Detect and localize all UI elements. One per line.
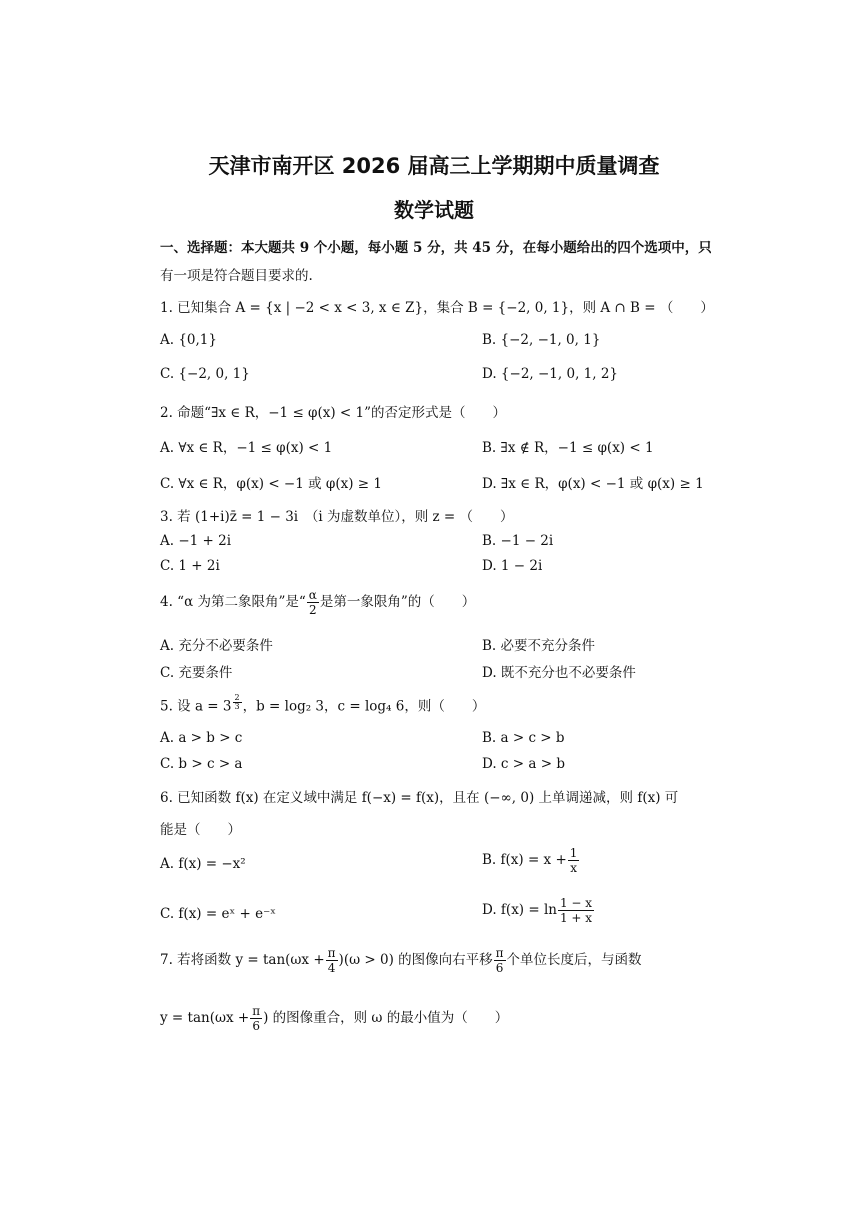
q2-option-b: B. ∃x ∉ R，−1 ≤ φ(x) < 1 xyxy=(482,440,654,456)
q4-stem-pre: 4. “α 为第二象限角”是“ xyxy=(160,594,306,610)
q6-d-den: 1 + x xyxy=(559,911,593,925)
q5-exp-num: 2 xyxy=(234,693,240,702)
q5-stem xyxy=(160,694,485,715)
q5-option-c: C. b > c > a xyxy=(160,756,243,772)
q2-option-c: C. ∀x ∈ R，φ(x) < −1 或 φ(x) ≥ 1 xyxy=(160,476,382,492)
q7-line2-post: ) 的图像重合，则 ω 的最小值为（ ） xyxy=(263,1010,509,1026)
q1-option-a: A. {0,1} xyxy=(160,332,217,348)
q4-fraction xyxy=(307,588,319,617)
q6-option-d-fraction xyxy=(558,896,594,925)
q1-option-d: D. {−2, −1, 0, 1, 2} xyxy=(482,366,619,382)
q1-stem: 1. 已知集合 A = {x | −2 < x < 3, x ∈ Z}，集合 B = {−2, 0, 1}，则 A ∩ B = （ ） xyxy=(160,300,714,316)
q2-stem: 2. 命题“∃x ∈ R，−1 ≤ φ(x) < 1”的否定形式是（ ） xyxy=(160,405,507,421)
q5-option-b: B. a > c > b xyxy=(482,730,565,746)
q7-stem-line2 xyxy=(160,1004,508,1033)
q3-stem: 3. 若 (1+i)z̄ = 1 − 3i （i 为虚数单位），则 z = （ ） xyxy=(160,509,514,525)
q7-num1: π xyxy=(327,946,336,960)
q7-den3: 6 xyxy=(252,1019,260,1033)
q7-line1-mid: )(ω > 0) 的图像向右平移 xyxy=(338,952,493,968)
q4-stem-post: 是第一象限角”的（ ） xyxy=(319,594,476,610)
q4-frac-num: α xyxy=(308,588,317,602)
q3-option-d: D. 1 − 2i xyxy=(482,558,543,574)
q1-option-c: C. {−2, 0, 1} xyxy=(160,366,250,382)
q6-option-a: A. f(x) = −x² xyxy=(160,856,246,872)
section-instructions-line1: 一、选择题：本大题共 9 个小题，每小题 5 分，共 45 分，在每小题给出的四个选项中，只 xyxy=(160,240,712,256)
q4-frac-den: 2 xyxy=(309,603,317,617)
q4-option-a: A. 充分不必要条件 xyxy=(160,638,273,654)
section-instructions-line2: 有一项是符合题目要求的. xyxy=(160,268,313,284)
q5-option-a: A. a > b > c xyxy=(160,730,243,746)
exam-subtitle: 数学试题 xyxy=(394,198,474,222)
q3-option-c: C. 1 + 2i xyxy=(160,558,220,574)
q4-option-c: C. 充要条件 xyxy=(160,665,233,681)
q7-num2: π xyxy=(495,946,504,960)
q5-exponent xyxy=(232,693,243,711)
q6-option-b-pre: B. f(x) = x + xyxy=(482,852,567,868)
q6-b-den: x xyxy=(570,861,577,875)
q6-option-d-pre: D. f(x) = ln xyxy=(482,902,557,918)
q6-option-b xyxy=(482,846,580,875)
q5-stem-post: ，b = log₂ 3，c = log₄ 6，则（ ） xyxy=(242,698,486,715)
q7-stem-line1 xyxy=(160,946,642,975)
q5-exp-den: 3 xyxy=(234,702,240,711)
q6-stem-line1: 6. 已知函数 f(x) 在定义域中满足 f(−x) = f(x)，且在 (−∞, 0) 上单调递减，则 f(x) 可 xyxy=(160,790,679,806)
q2-option-d: D. ∃x ∈ R，φ(x) < −1 或 φ(x) ≥ 1 xyxy=(482,476,704,492)
q7-line2-pre: y = tan(ωx + xyxy=(160,1010,250,1026)
q6-b-num: 1 xyxy=(569,846,578,860)
exam-title: 天津市南开区 2026 届高三上学期期中质量调查 xyxy=(208,154,660,178)
q6-option-d xyxy=(482,896,595,925)
q7-line1-pre: 7. 若将函数 y = tan(ωx + xyxy=(160,952,325,968)
q7-num3: π xyxy=(252,1004,261,1018)
q6-option-b-fraction xyxy=(568,846,580,875)
q6-d-num: 1 − x xyxy=(559,896,593,910)
q7-line1-post: 个单位长度后，与函数 xyxy=(506,952,642,968)
q4-option-d: D. 既不充分也不必要条件 xyxy=(482,665,636,681)
q4-option-b: B. 必要不充分条件 xyxy=(482,638,596,654)
q7-fraction-pi-6 xyxy=(494,946,506,975)
q3-option-b: B. −1 − 2i xyxy=(482,533,554,549)
q7-fraction-pi-4 xyxy=(326,946,338,975)
q3-option-a: A. −1 + 2i xyxy=(160,533,232,549)
q5-option-d: D. c > a > b xyxy=(482,756,565,772)
q2-option-a: A. ∀x ∈ R，−1 ≤ φ(x) < 1 xyxy=(160,440,333,456)
q7-den1: 4 xyxy=(327,961,336,975)
q5-stem-pre: 5. 设 a = 3 xyxy=(160,698,232,715)
q1-option-b: B. {−2, −1, 0, 1} xyxy=(482,332,601,348)
q6-option-c: C. f(x) = eˣ + e⁻ˣ xyxy=(160,906,276,922)
q4-stem xyxy=(160,588,475,617)
q6-stem-line2: 能是（ ） xyxy=(160,822,241,838)
q7-fraction-pi-6b xyxy=(250,1004,262,1033)
q7-den2: 6 xyxy=(495,961,504,975)
